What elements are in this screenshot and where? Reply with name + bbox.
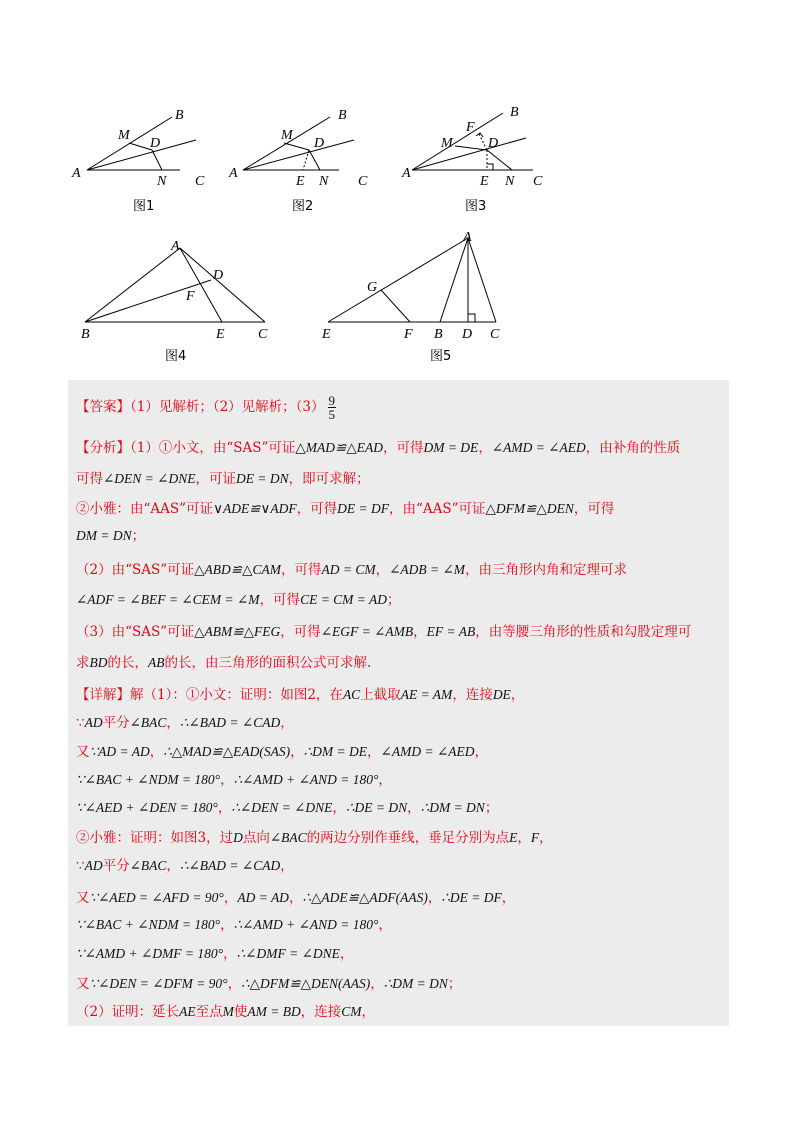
label-f-fig4: F (186, 289, 195, 304)
math: ∠AMD = ∠AED (491, 440, 586, 455)
text: ②小雅：证明：如图3，过 (76, 830, 234, 846)
caption-fig3: 图3 (465, 199, 487, 214)
text: ，可得 (280, 624, 321, 640)
math: CM (341, 1004, 362, 1019)
label-b-fig4: B (81, 327, 90, 342)
math: ∵∠BAC + ∠NDM = 180° (76, 772, 221, 787)
detail-line-10 (76, 944, 725, 964)
label-b-fig3: B (510, 105, 519, 120)
text: ， (290, 744, 304, 760)
detail-line-4 (76, 770, 725, 790)
text: ， (166, 715, 180, 731)
answer-line (76, 394, 725, 421)
math: ∵∠AED = ∠AFD = 90° (89, 890, 224, 905)
text: ，即可求解； (288, 471, 370, 487)
label-b-fig2: B (338, 108, 347, 123)
text: 上截取 (360, 687, 401, 703)
label-d-fig3: D (488, 136, 499, 151)
detail-line-11 (76, 974, 725, 994)
text: 的长， (107, 655, 148, 671)
text: ∵ (76, 715, 85, 731)
label-d-fig4: D (213, 268, 224, 283)
math: E (509, 830, 518, 845)
math: DE (492, 687, 511, 702)
math: ∴∠DEN = ∠DNE (231, 800, 333, 815)
label-a-fig2: A (229, 166, 238, 181)
math: ∴DM = DN (383, 976, 448, 991)
detail-line-6 (76, 828, 725, 848)
text: ， (427, 890, 442, 906)
math: ∠DEN = ∠DNE (103, 471, 196, 486)
text: （2）证明：延长 (76, 1004, 180, 1020)
label-b-fig1: B (175, 108, 184, 123)
math: AD (84, 715, 103, 730)
text: 的长，由三角形的面积公式可求解. (164, 655, 372, 671)
label-n-fig3: N (505, 174, 515, 189)
label-d-fig2: D (314, 136, 325, 151)
detail-line-8 (76, 888, 725, 908)
text: ， (223, 946, 237, 962)
math: ∠BAC (129, 715, 167, 730)
text: ，连接 (452, 687, 493, 703)
text: ，可得 (280, 562, 322, 578)
math: ∠BAC (269, 830, 307, 845)
caption-fig5: 图5 (430, 349, 452, 364)
detail-line-7 (76, 856, 725, 876)
answer-fraction (328, 394, 337, 421)
text: ，由三角形内角和定理可求 (465, 562, 628, 578)
text: （3）由“SAS”可证 (76, 624, 195, 640)
math: BD (89, 655, 108, 670)
text: ，可得 (296, 501, 338, 517)
detail-line-5 (76, 798, 725, 818)
text: ，由补角的性质 (585, 440, 681, 456)
text: 平分 (102, 858, 130, 874)
math: AB (148, 655, 165, 670)
math: AE = AM (400, 687, 453, 702)
text: ， (478, 440, 492, 456)
answer-tag: 【答案】 (76, 399, 130, 415)
fraction-numerator: 9 (328, 393, 336, 408)
math: ∴DE = DF (441, 890, 502, 905)
math: M (222, 1004, 234, 1019)
figure-4 (85, 248, 265, 322)
text: ，可证 (195, 471, 236, 487)
math: EF = AB (426, 624, 476, 639)
math: △MAD≌△EAD (295, 440, 383, 455)
math: ∴DM = DN (420, 800, 485, 815)
detail-line-2 (76, 713, 725, 733)
text: ， (339, 946, 354, 962)
label-n-fig2: N (319, 174, 329, 189)
analysis-line-2 (76, 469, 725, 489)
analysis-line-1 (76, 438, 725, 458)
text: 至点 (195, 1004, 223, 1020)
label-f-fig5: F (404, 327, 413, 342)
math: ∴∠AMD + ∠AND = 180° (233, 772, 379, 787)
label-e-fig2: E (296, 174, 305, 189)
math: DM = DN (76, 528, 132, 543)
text: 可得 (76, 471, 103, 487)
analysis-line-6 (76, 590, 725, 610)
label-c-fig2: C (358, 174, 368, 189)
math: ∴△ADE≌△ADF(AAS) (302, 890, 428, 905)
analysis-line-5 (76, 560, 725, 580)
text: ； (484, 800, 499, 816)
text: ， (517, 830, 531, 846)
math: ∵∠AMD + ∠DMF = 180° (76, 946, 224, 961)
text: ， (220, 772, 234, 788)
label-a-fig3: A (402, 166, 411, 181)
math: AD (84, 858, 103, 873)
math: AC (342, 687, 361, 702)
label-g-fig5: G (367, 280, 378, 295)
label-m-fig2: M (281, 128, 293, 143)
figure-1 (87, 117, 196, 170)
text: ， (413, 624, 427, 640)
math: DE = DN (235, 471, 289, 486)
label-a-fig1: A (72, 166, 81, 181)
text: ； (387, 592, 401, 608)
label-m-fig1: M (118, 128, 130, 143)
text: ， (217, 800, 232, 816)
text: ， (332, 800, 346, 816)
math: F (530, 830, 540, 845)
math: ∴△MAD≌△EAD(SAS) (163, 744, 291, 759)
math: AD = CM (321, 562, 376, 577)
text: ，连接 (300, 1004, 342, 1020)
text: ∵ (76, 858, 85, 874)
text: 【分析】（1）①小文，由“SAS”可证 (76, 440, 296, 456)
label-c-fig4: C (258, 327, 268, 342)
detail-line-9 (76, 915, 725, 935)
label-m-fig3: M (441, 136, 453, 151)
text: ， (166, 858, 180, 874)
text: ， (539, 830, 553, 846)
math: DM = DE (423, 440, 479, 455)
text: ， (370, 976, 384, 992)
text: ，由“AAS”可证 (388, 501, 486, 517)
analysis-line-8 (76, 653, 725, 673)
text: ， (361, 1004, 375, 1020)
math: DE = DF (337, 501, 389, 516)
text: ， (227, 976, 242, 992)
text: ； (131, 528, 146, 544)
math: ∴△DFM≌△DEN(AAS) (241, 976, 371, 991)
figure-2 (243, 117, 354, 170)
analysis-line-7 (76, 622, 725, 642)
label-c-fig1: C (195, 174, 205, 189)
math: ∠ADB = ∠M (389, 562, 466, 577)
label-c-fig3: C (533, 174, 543, 189)
label-e-fig4: E (216, 327, 225, 342)
label-e-fig5: E (322, 327, 331, 342)
text: 又 (76, 744, 90, 760)
math: ∠BAC (129, 858, 167, 873)
text: ， (223, 890, 238, 906)
text: ， (378, 917, 392, 933)
math: ∠EGF = ∠AMB (320, 624, 414, 639)
text: ， (375, 562, 390, 578)
text: ， (367, 744, 381, 760)
label-c-fig5: C (490, 327, 500, 342)
math: ∴DM = DE (303, 744, 368, 759)
label-d-fig5: D (462, 327, 473, 342)
math: ∵AD = AD (89, 744, 150, 759)
text: 又 (76, 890, 90, 906)
math: ∴∠BAD = ∠CAD (179, 715, 281, 730)
text: ， (288, 890, 303, 906)
text: ，可得 (259, 592, 301, 608)
text: ； (447, 976, 462, 992)
solution-panel (68, 380, 729, 1026)
math: ∵∠BAC + ∠NDM = 180° (76, 917, 221, 932)
text: ②小雅：由“AAS”可证 (76, 501, 214, 517)
answer-text: （1）见解析；（2）见解析；（3） (130, 399, 325, 415)
figures-area (0, 0, 800, 380)
text: 平分 (102, 715, 130, 731)
text: ，由等腰三角形的性质和勾股定理可 (475, 624, 692, 640)
caption-fig4: 图4 (165, 349, 187, 364)
text: ， (280, 858, 294, 874)
text: 使 (233, 1004, 248, 1020)
label-a-fig4: A (171, 239, 180, 254)
math: AD = AD (237, 890, 289, 905)
label-a-fig5: A (463, 230, 472, 245)
text: ， (378, 772, 392, 788)
math: ∨ADE≌∨ADF (213, 501, 297, 516)
text: 的两边分别作垂线，垂足分别为点 (306, 830, 510, 846)
detail-line-3 (76, 742, 725, 762)
text: ， (220, 917, 234, 933)
text: ， (474, 744, 489, 760)
label-f-fig3: F (466, 120, 475, 135)
label-e-fig3: E (480, 174, 489, 189)
caption-fig1: 图1 (133, 199, 155, 214)
figure-5 (328, 238, 496, 322)
math: ∴∠BAD = ∠CAD (179, 858, 281, 873)
label-b-fig5: B (434, 327, 443, 342)
math: ∴DE = DN (345, 800, 408, 815)
math: AM = BD (247, 1004, 301, 1019)
math: △DFM≌△DEN (485, 501, 574, 516)
detail-line-1 (76, 685, 725, 705)
text: 【详解】解（1）：①小文：证明：如图2，在 (76, 687, 343, 703)
detail-line-12 (76, 1002, 725, 1022)
label-d-fig1: D (150, 136, 161, 151)
geometry-figures (0, 0, 800, 380)
math: ∵∠DEN = ∠DFM = 90° (89, 976, 228, 991)
math: ∴∠DMF = ∠DNE (236, 946, 340, 961)
text: ， (407, 800, 421, 816)
text: 求 (76, 655, 90, 671)
math: ∵∠AED + ∠DEN = 180° (76, 800, 218, 815)
caption-fig2: 图2 (292, 199, 314, 214)
text: ，可得 (573, 501, 615, 517)
text: ， (501, 890, 516, 906)
text: ，可得 (382, 440, 424, 456)
analysis-line-3 (76, 499, 725, 519)
math: ∴∠AMD + ∠AND = 180° (233, 917, 379, 932)
text: 又 (76, 976, 90, 992)
math: △ABM≌△FEG (194, 624, 281, 639)
text: （2）由“SAS”可证 (76, 562, 195, 578)
math: CE = CM = AD (300, 592, 388, 607)
math: AE (179, 1004, 196, 1019)
text: ， (280, 715, 294, 731)
fraction-denominator: 5 (328, 407, 336, 422)
text: 点向 (242, 830, 270, 846)
math: △ABD≌△CAM (194, 562, 281, 577)
math: D (233, 830, 243, 845)
label-n-fig1: N (157, 174, 167, 189)
text: ， (510, 687, 525, 703)
math: ∠ADF = ∠BEF = ∠CEM = ∠M (76, 592, 260, 607)
text: ， (149, 744, 164, 760)
analysis-line-4 (76, 526, 725, 546)
math: ∠AMD = ∠AED (380, 744, 475, 759)
